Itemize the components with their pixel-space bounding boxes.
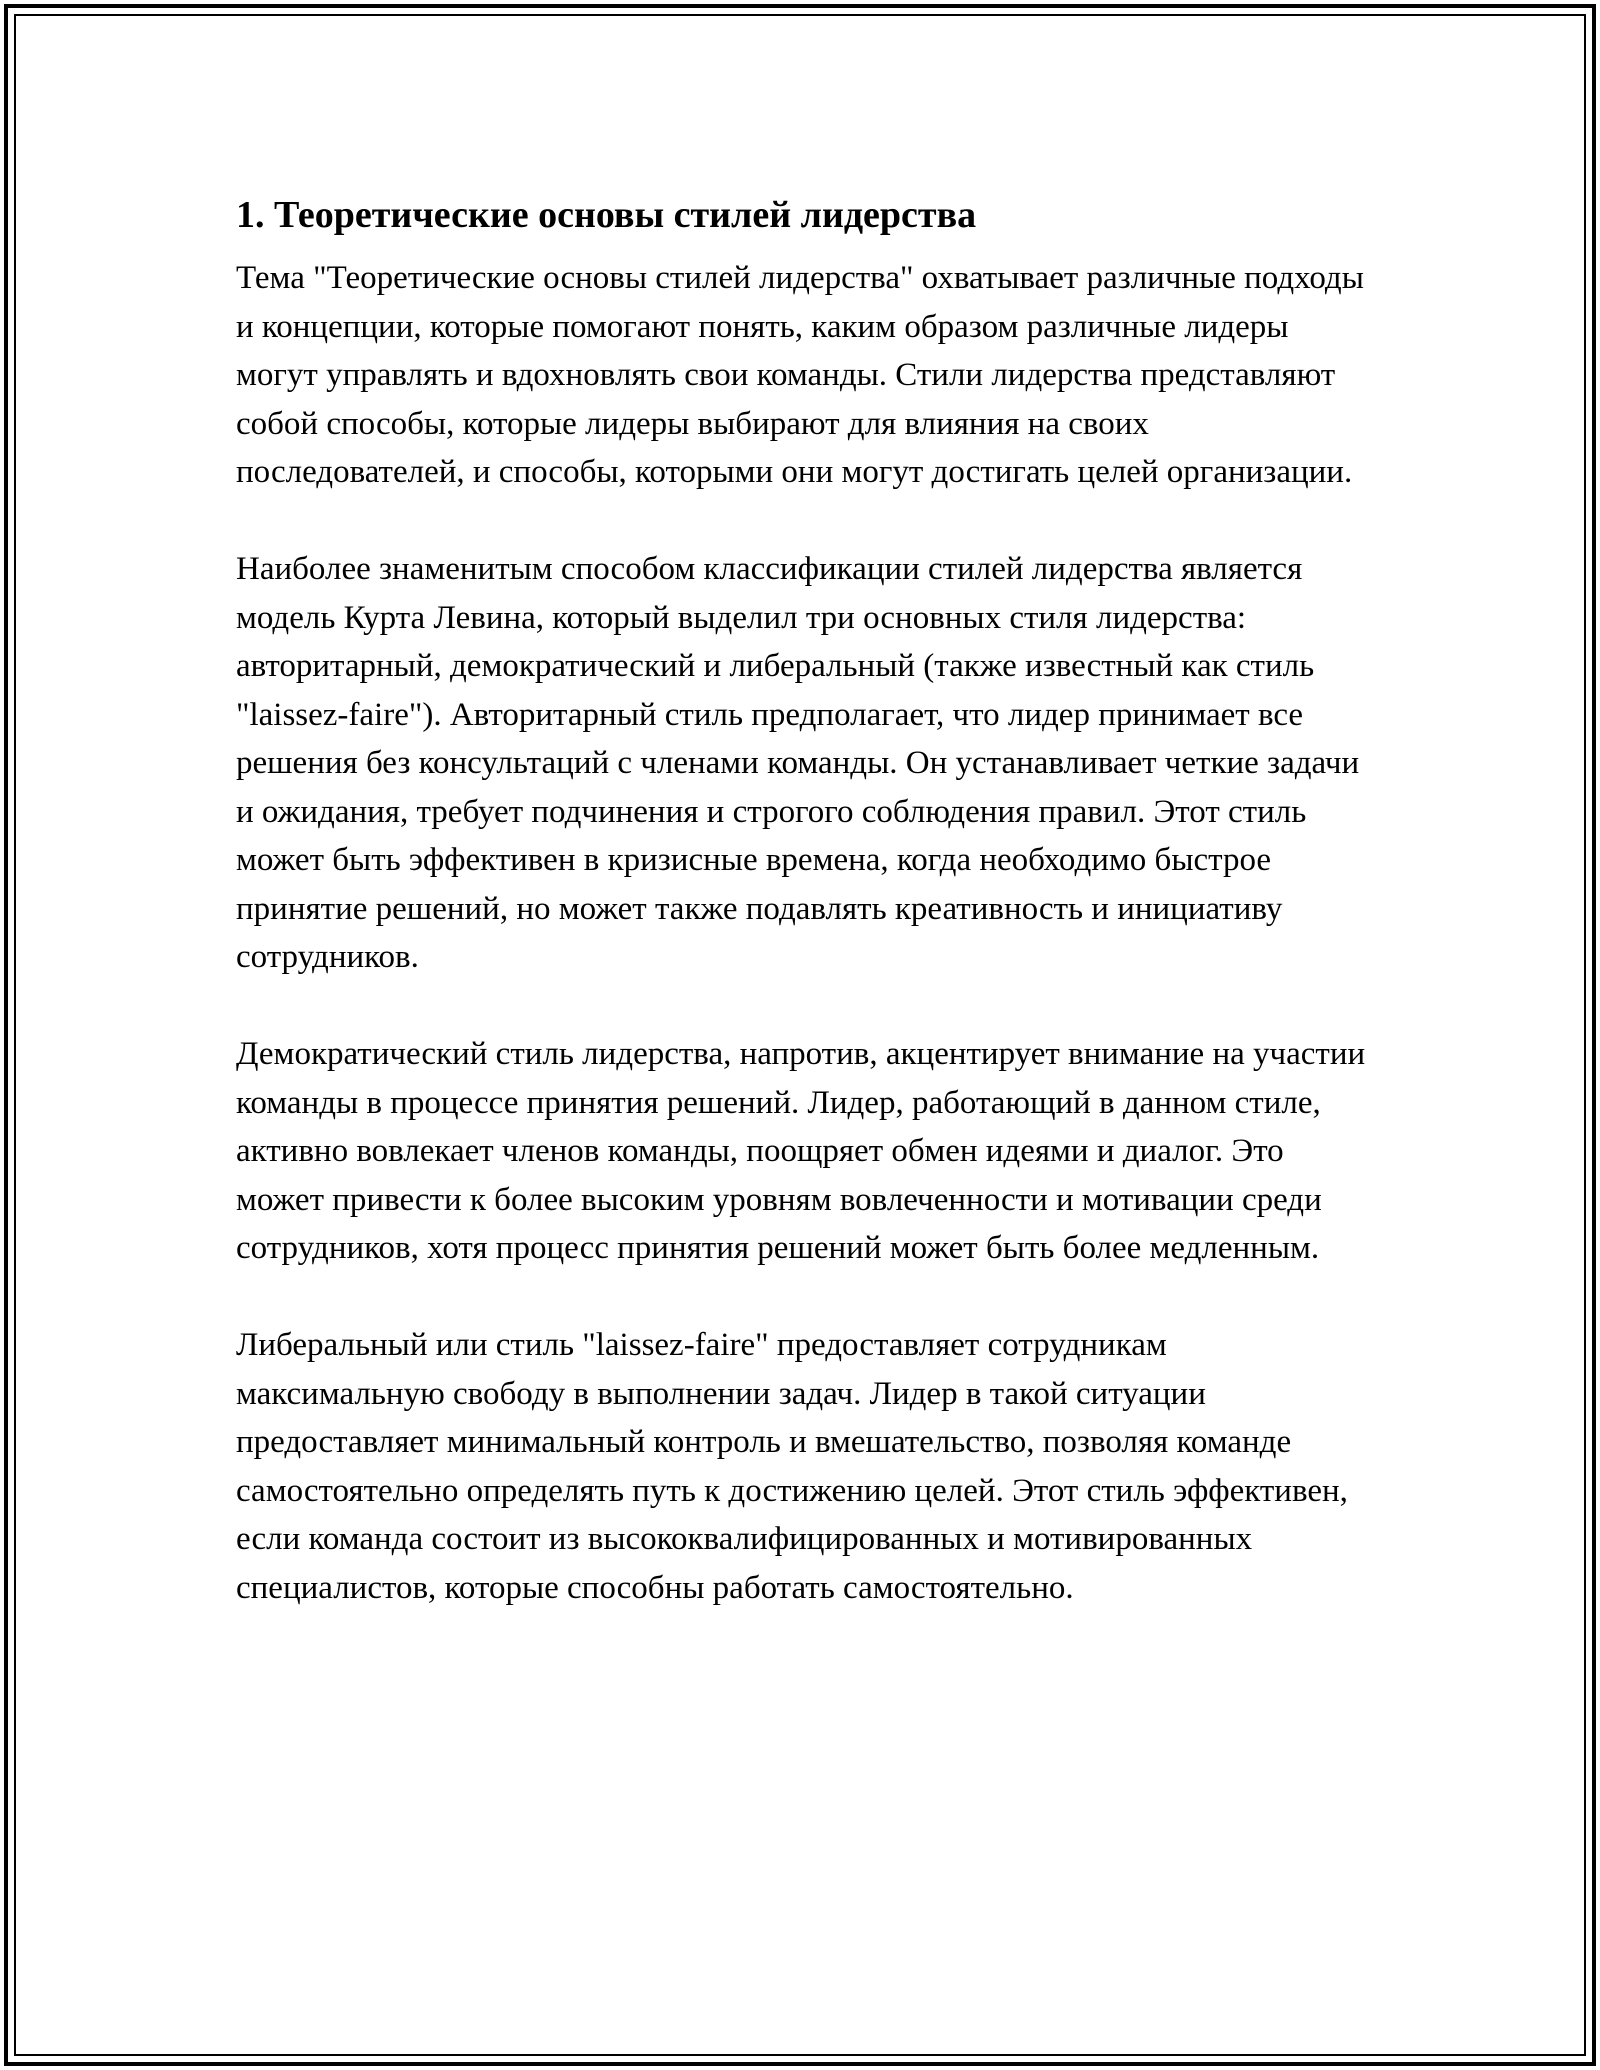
paragraph-liberal-style: Либеральный или стиль "laissez-faire" предоставляет сотрудникам максимальную свободу в выполнении задач. Лидер в такой ситуации предоставляет минимальный контроль и вмешательство, позволяя команде самостоятельно определять путь к достижению целей. Этот стиль эффективен, если команда состоит из высококвалифицированных и мотивированных специалистов, которые способны работать самостоятельно. [236,1327,1348,1606]
document-body [236,188,1366,1612]
paragraph-lewin-model: Наиболее знаменитым способом классификации стилей лидерства является модель Курта Левина, который выделил три основных стиля лидерства: авторитарный, демократический и либеральный (также известный как стиль "laissez-faire"). Авторитарный стиль предполагает, что лидер принимает все решения без консультаций с членами команды. Он устанавливает четкие задачи и ожидания, требует подчинения и строгого соблюдения правил. Этот стиль может быть эффективен в кризисные времена, когда необходимо быстрое принятие решений, но может также подавлять креативность и инициативу сотрудников. [236,551,1360,975]
paragraph-intro: Тема "Теоретические основы стилей лидерства" охватывает различные подходы и концепции, которые помогают понять, каким образом различные лидеры могут управлять и вдохновлять свои команды. Стили лидерства представляют собой способы, которые лидеры выбирают для влияния на своих последователей, и способы, которыми они могут достигать целей организации. [236,260,1364,490]
section-heading: 1. Теоретические основы стилей лидерства [236,194,977,236]
paragraph-democratic-style: Демократический стиль лидерства, напротив, акцентирует внимание на участии команды в процессе принятия решений. Лидер, работающий в данном стиле, активно вовлекает членов команды, поощряет обмен идеями и диалог. Это может привести к более высоким уровням вовлеченности и мотивации среди сотрудников, хотя процесс принятия решений может быть более медленным. [236,1036,1366,1266]
